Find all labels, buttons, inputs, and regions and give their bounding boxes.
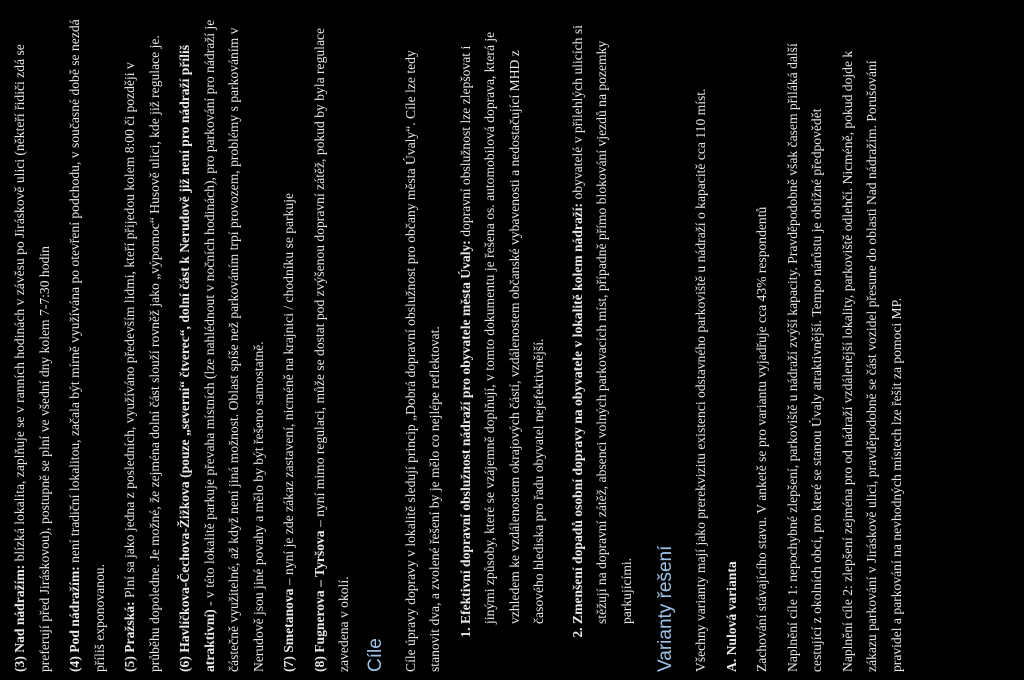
item-text: – nyní mimo regulaci, může se dostat pod zvýšenou dopravní zátěž, pokud by byla regulace zavedena v okolí. [311,27,351,672]
item-text: Plní sa jako jedna z posledních, využíváno především lidmi, kteří přijedou kolem 8:00 či později v průběhu dopoledne. Je možné, že zejména dolní část slouží rovněž jako „výpomoc“ Husově ulici, kde již regulace je. [122,35,162,672]
item-nad-nadrazim [8,16,57,672]
goal-text: dopravní obslužnost lze zlepšovat i jinými způsoby, které se vzájemně doplňují, v tomto dokumentu je řešena os. automobilová doprava, která je vzhledem ke vzdálenostem okrajových částí, vzdálenostem občanské vybavenosti a nedostačující MHD z časového hlediska pro řadu obyvatel nejefektivnější. [457,31,546,624]
item-title: (3) Nad nádražím: [12,564,27,672]
item-havlickova [173,16,271,672]
item-text: – nyní je zde zákaz zastavení, nicméně na krajnici / chodníku se parkuje [281,192,296,589]
varianty-intro: Všechny varianty mají jako prerekvizitu existenci odstavného parkoviště u nádraží o kapacitě cca 110 míst. [693,88,708,672]
goal-item [454,16,552,624]
item-text: - v této lokalitě parkuje převaha místních (lze nahlédnout v nočních hodinách), pro parkování pro nádraží je částečně využitelné, až když není jiná možnost. Oblast spíše než parkováním trpí provozem, problémy s parkováním v Nerudově jsou jiné povahy a mělo by být řešeno samostatně. [201,19,266,672]
goal-item [566,16,640,624]
goal-title: Efektivní dopravní obslužnost nádraží pro obyvatele města Úvaly: [457,240,473,624]
item-title: (6) Havlíčkova-Čechova-Žižkova (pouze „severní“ čtverec“, dolní část k Nerudově již není pro nádraží příliš atraktivní) [177,44,217,672]
item-pod-nadrazim [63,16,112,672]
item-title: (7) Smetanova [281,588,296,672]
goal-title: Zmenšení dopadů osobní dopravy na obyvatele v lokalitě kolem nádraží: [569,202,585,624]
section-heading-varianty: Varianty řešení [655,545,676,672]
item-smetanova [277,16,302,672]
item-fugnerova [308,16,357,672]
goals-list [454,16,640,672]
goal-text: obyvatelé v přilehlých ulicích si stěžují na dopravní zátěž, absenci volných parkovacích míst, případně přímo blokování vjezdů na pozemky parkujícími. [569,25,634,624]
variant-a-text: Zachování stávajícího stavu. V anketě se pro variantu vyjadřuje cca 43% respondentů [754,206,769,672]
cile-intro: Cíle úpravy dopravy v lokalitě sledují princip „Dobrá dopravní obslužnost pro občany města Úvaly“. Cíle lze tedy stanovit dva, a zvolené řešení by je mělo co nejlépe reflektovat. [402,50,442,672]
section-heading-cile: Cíle [364,638,386,672]
item-text: blízká lokalita, zaplňuje se v ranních hodinách v závěsu po Jiráskově ulici (někteří řidiči zdá se preferují před Jiráskovou), postupně se plní ve všední dny kolem 7-7:30 hodin [12,44,52,672]
goal-1-fulfillment: Naplnění cíle 1: nepochybné zlepšení, parkoviště u nádraží zvýší kapacity. Pravděpodobně však časem přiláká další cestující z okolních obcí, pro které se stanou Úvaly atraktivnější. Tempo nárůstu je obtížné předpovědět [784,43,824,672]
goal-2-fulfillment: Naplnění cíle 2: zlepšení zejména pro od nádraží vzdálenější lokality, parkoviště odlehčí. Nicméně, pokud dojde k zákazu parkování v Jiráskově ulici, pravděpodobně se část vozidel přesune do oblasti Nad nádražím. Porušování pravidel a parkování na nevhodných místech lze řešit za pomoci MP. [839,50,904,672]
item-title: (8) Fugnerova – Tyršova [311,530,327,672]
variant-a-title: A. Nulová varianta [723,561,739,672]
item-text: není tradiční lokalitou, začala být mírně využívána po otevření podchodu, v současné době se nezdá příliš exponovanou. [67,19,107,672]
item-title: (4) Pod nádražím: [67,566,82,672]
item-title: (5) Pražská: [122,601,137,672]
item-prazska [118,16,167,672]
